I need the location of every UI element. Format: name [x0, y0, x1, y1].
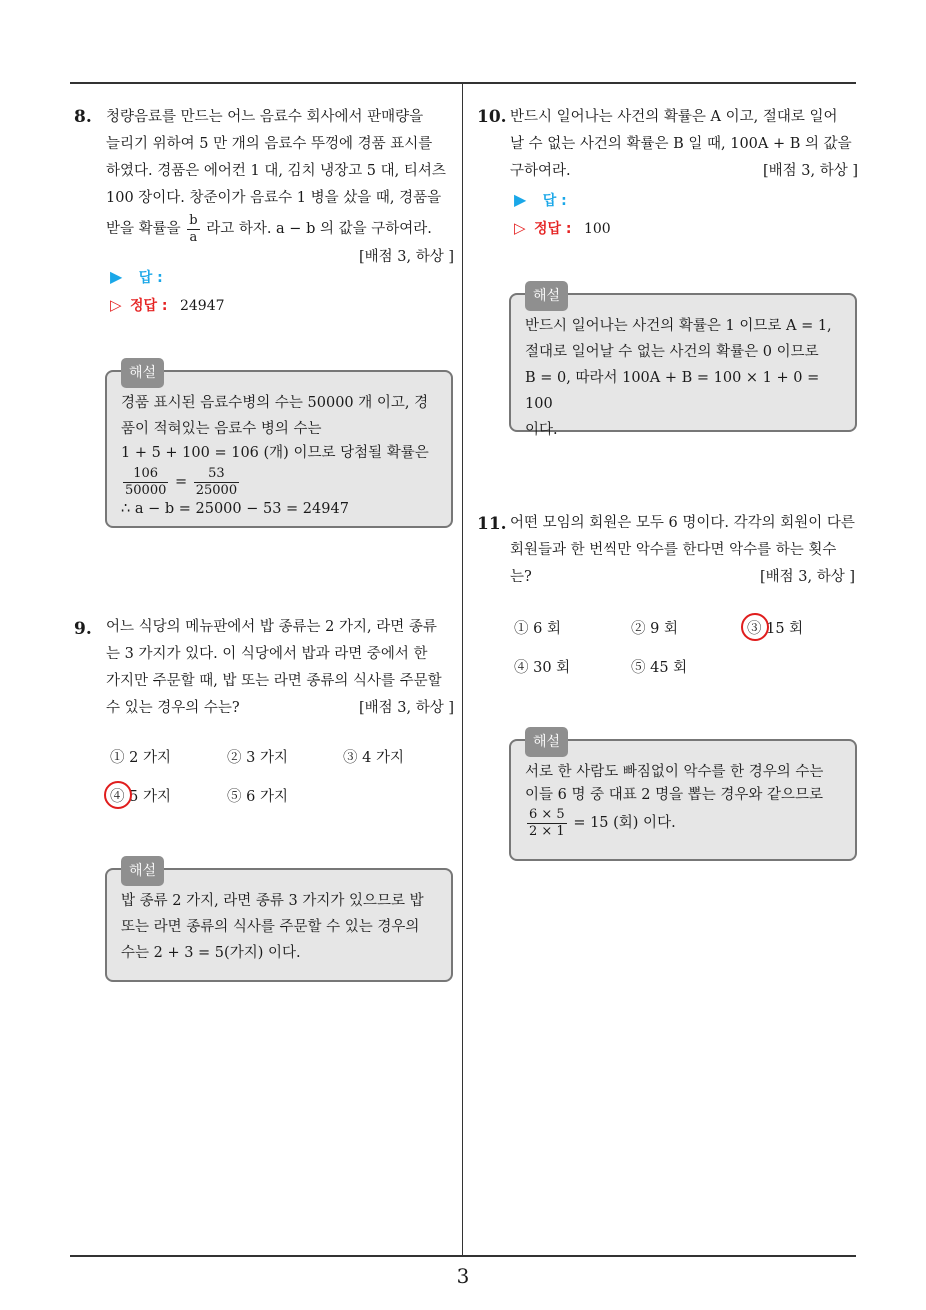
q9-meta: [배점 3, 하상 ]: [358, 700, 454, 716]
q8-exp-fraction-2: $\frac{53}{25000}$: [195, 465, 238, 498]
q8-line5-pre: 받을 확률을: [106, 221, 181, 237]
q9-choice-1[interactable]: ① 2 가지: [110, 750, 171, 766]
q9-explanation-tag: 해설: [121, 856, 164, 886]
q11-exp-fraction: $\frac{6 \times 5}{2 \times 1}$: [529, 806, 565, 839]
q9-explanation-box: [105, 863, 453, 982]
q8-exp-equals: =: [174, 474, 188, 490]
column-divider: [462, 84, 463, 1256]
play-arrow-icon: ▶: [110, 267, 123, 286]
question-11-text: [510, 510, 855, 591]
q10-answer-label: 답 :: [542, 193, 567, 209]
question-9-text: [106, 614, 454, 722]
q10-exp-line: 절대로 일어날 수 없는 사건의 확률은 0 이므로: [525, 344, 819, 360]
selected-circle-icon: [741, 613, 769, 641]
q11-line: 어떤 모임의 회원은 모두 6 명이다. 각각의 회원이 다른: [510, 515, 855, 531]
q8-line-5: [106, 212, 454, 246]
question-9-number: 9.: [74, 619, 92, 639]
bottom-rule: [70, 1255, 856, 1257]
q11-choice-4[interactable]: ④ 30 회: [514, 660, 571, 676]
q11-line: 회원들과 한 번씩만 악수를 한다면 악수를 하는 횟수: [510, 542, 837, 558]
q11-exp-line3-post: = 15 (회) 이다.: [573, 815, 676, 831]
q8-exp-line: 1 + 5 + 100 = 106 (개) 이므로 당첨될 확률은: [121, 445, 429, 461]
q11-explanation-box: [509, 734, 857, 861]
q10-exp-line: 반드시 일어나는 사건의 확률은 1 이므로 A = 1,: [525, 318, 832, 334]
q11-exp-line: 이들 6 명 중 대표 2 명을 뽑는 경우와 같으므로: [525, 787, 824, 803]
q10-exp-line: B = 0, 따라서 100A + B = 100 × 1 + 0 = 100: [525, 370, 820, 412]
q11-meta: [배점 3, 하상 ]: [759, 569, 855, 585]
q11-choice-3[interactable]: ③ 15 회: [747, 617, 803, 638]
q8-line: 청량음료를 만드는 어느 음료수 회사에서 판매량을: [106, 109, 424, 125]
q8-answer-row: [110, 267, 163, 287]
q10-meta: [배점 3, 하상 ]: [762, 163, 858, 179]
q8-correct-row: [110, 295, 225, 315]
q9-choice-2[interactable]: ② 3 가지: [227, 750, 288, 766]
page-number: 3: [456, 1264, 470, 1288]
q8-correct-value: 24947: [179, 298, 225, 314]
q9-choice-5[interactable]: ⑤ 6 가지: [227, 789, 288, 805]
q8-line5-post: 라고 하자. a − b 의 값을 구하여라.: [206, 221, 432, 237]
q9-exp-line: 수는 2 + 3 = 5(가지) 이다.: [121, 945, 301, 961]
question-11-number: 11.: [477, 514, 507, 534]
selected-circle-icon: [104, 781, 132, 809]
q10-correct-label: 정답 :: [534, 221, 572, 237]
q8-exp-fraction-line: [121, 464, 437, 500]
q11-choice-1[interactable]: ① 6 회: [514, 621, 561, 637]
q11-line3-text: 는?: [510, 569, 532, 585]
q9-line: 가지만 주문할 때, 밥 또는 라면 종류의 식사를 주문할: [106, 673, 442, 689]
q11-explanation-tag: 해설: [525, 727, 568, 757]
q10-exp-line: 이다.: [525, 422, 558, 438]
q10-answer-row: [514, 190, 567, 210]
play-arrow-icon: ▶: [514, 190, 527, 209]
q8-exp-line: ∴ a − b = 25000 − 53 = 24947: [121, 501, 349, 517]
q8-explanation-box: [105, 365, 453, 528]
q11-exp-fraction-line: [525, 805, 841, 841]
q8-meta: [배점 3, 하상 ]: [358, 249, 454, 265]
q11-choice-2[interactable]: ② 9 회: [631, 621, 678, 637]
q8-line: 100 장이다. 창준이가 음료수 1 병을 샀을 때, 경품을: [106, 190, 442, 206]
q10-line: 날 수 없는 사건의 확률은 B 일 때, 100A + B 의 값을: [510, 136, 852, 152]
q8-correct-label: 정답 :: [130, 298, 168, 314]
q9-exp-line: 또는 라면 종류의 식사를 주문할 수 있는 경우의: [121, 919, 420, 935]
q9-line4-text: 수 있는 경우의 수는?: [106, 700, 240, 716]
q11-choice-5[interactable]: ⑤ 45 회: [631, 660, 688, 676]
q8-exp-line: 경품 표시된 음료수병의 수는 50000 개 이고, 경: [121, 395, 429, 411]
q9-line-4: [106, 695, 454, 722]
q11-exp-line: 서로 한 사람도 빠짐없이 악수를 한 경우의 수는: [525, 764, 824, 780]
q10-explanation-tag: 해설: [525, 281, 568, 311]
question-8-number: 8.: [74, 107, 92, 127]
question-10-text: [510, 104, 858, 185]
top-rule: [70, 82, 856, 84]
q10-line: 반드시 일어나는 사건의 확률은 A 이고, 절대로 일어: [510, 109, 838, 125]
q11-line-3: [510, 564, 855, 591]
q10-line3-text: 구하여라.: [510, 163, 571, 179]
triangle-outline-icon: ▷: [110, 296, 122, 314]
q8-line: 늘리기 위하여 5 만 개의 음료수 뚜껑에 경품 표시를: [106, 136, 433, 152]
q9-line: 어느 식당의 메뉴판에서 밥 종류는 2 가지, 라면 종류: [106, 619, 437, 635]
q9-line: 는 3 가지가 있다. 이 식당에서 밥과 라면 중에서 한: [106, 646, 428, 662]
q9-exp-line: 밥 종류 2 가지, 라면 종류 3 가지가 있으므로 밥: [121, 893, 424, 909]
q10-correct-row: [514, 218, 611, 238]
q9-choice-3[interactable]: ③ 4 가지: [343, 750, 404, 766]
q10-correct-value: 100: [583, 221, 611, 237]
triangle-outline-icon: ▷: [514, 219, 526, 237]
q8-answer-label: 답 :: [138, 270, 163, 286]
q8-fraction: $\frac{b}{a}$: [189, 212, 198, 245]
question-10-number: 10.: [477, 107, 507, 127]
q10-explanation-box: [509, 288, 857, 438]
q10-line-3: [510, 158, 858, 185]
q9-choice-4[interactable]: ④ 5 가지: [110, 785, 171, 806]
q8-line: 하였다. 경품은 에어컨 1 대, 김치 냉장고 5 대, 티셔츠: [106, 163, 446, 179]
q8-exp-fraction-1: $\frac{106}{50000}$: [125, 465, 167, 498]
q8-exp-line: 품이 적혀있는 음료수 병의 수는: [121, 421, 322, 437]
question-8-text: [106, 104, 454, 268]
q8-explanation-tag: 해설: [121, 358, 164, 388]
